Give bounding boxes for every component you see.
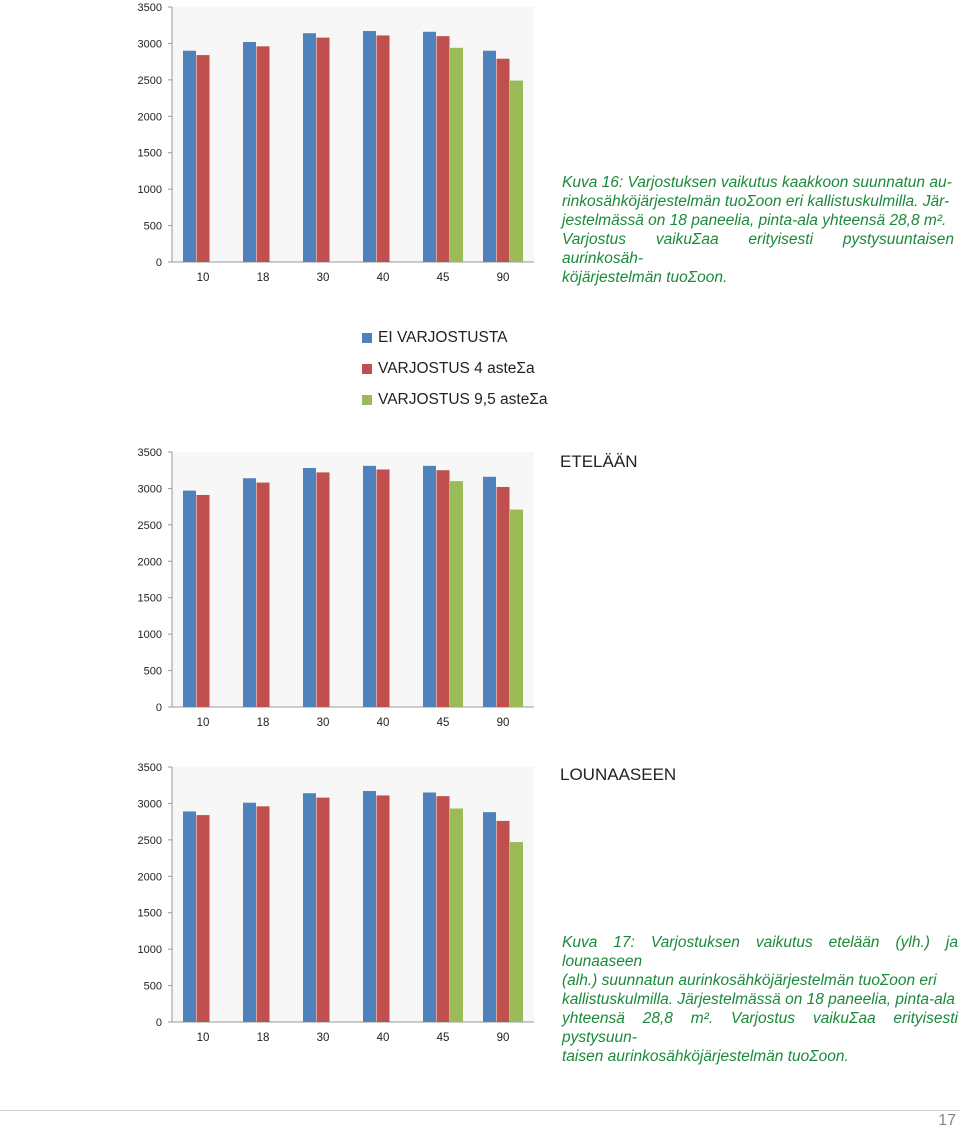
x-tick-label: 10	[196, 1032, 210, 1044]
bar	[497, 487, 510, 707]
bar	[437, 36, 450, 262]
y-tick-label: 0	[155, 1017, 162, 1029]
y-tick-label: 1000	[137, 629, 162, 642]
page-number: 17	[938, 1112, 956, 1129]
y-tick-label: 500	[143, 980, 162, 993]
chart-lounaaseen	[0, 760, 560, 1050]
plot-area	[172, 767, 534, 1022]
x-tick-label: 30	[316, 717, 330, 729]
bar	[483, 51, 496, 262]
bar	[363, 31, 376, 262]
legend-swatch-green	[362, 395, 372, 405]
bar	[243, 478, 256, 707]
bar	[423, 466, 436, 707]
bar	[510, 81, 523, 262]
legend-label: VARJOSTUS 9,5 asteƩa	[378, 390, 548, 408]
y-tick-label: 2500	[137, 519, 162, 532]
bar	[437, 470, 450, 707]
x-tick-label: 10	[196, 717, 210, 729]
y-tick-label: 2500	[137, 74, 162, 87]
bar	[483, 812, 496, 1022]
x-tick-label: 45	[436, 717, 450, 729]
legend-swatch-blue	[362, 333, 372, 343]
y-tick-label: 0	[155, 257, 162, 269]
caption-line: Kuva 17: Varjostuksen vaikutus etelään (ylh.) ja lounaaseen	[562, 934, 958, 970]
x-tick-label: 40	[376, 272, 390, 284]
bar	[183, 811, 196, 1022]
x-tick-label: 40	[376, 717, 390, 729]
legend-item-varjostus-4	[362, 353, 548, 384]
x-tick-label: 18	[256, 717, 270, 729]
chart-etelaan-svg	[0, 445, 560, 735]
bar	[423, 793, 436, 1023]
y-tick-label: 2500	[137, 834, 162, 847]
x-tick-label: 90	[496, 272, 510, 284]
y-tick-label: 2000	[137, 111, 162, 124]
chart-legend	[362, 322, 548, 415]
y-tick-label: 0	[155, 702, 162, 714]
x-tick-label: 18	[256, 1032, 270, 1044]
footer-divider	[0, 1110, 960, 1111]
x-tick-label: 45	[436, 272, 450, 284]
chart-etelaan	[0, 445, 560, 735]
caption-line: rinkosähköjärjestelmän tuoƩoon eri kallistuskulmilla. Jär-	[562, 193, 950, 210]
y-tick-label: 3000	[137, 38, 162, 51]
bar	[197, 55, 210, 262]
bar	[497, 59, 510, 262]
x-tick-label: 30	[316, 1032, 330, 1044]
bar	[377, 35, 390, 262]
y-tick-label: 3500	[137, 2, 162, 14]
y-tick-label: 1500	[137, 592, 162, 605]
bar	[257, 483, 270, 707]
y-tick-label: 3000	[137, 798, 162, 811]
bar	[497, 821, 510, 1022]
caption-line: yhteensä 28,8 m². Varjostus vaikuƩaa erityisesti pystysuun-	[562, 1010, 958, 1046]
caption-line: Kuva 16: Varjostuksen vaikutus kaakkoon suunnatun au-	[562, 174, 952, 191]
x-tick-label: 90	[496, 717, 510, 729]
caption-line: kallistuskulmilla. Järjestelmässä on 18 paneelia, pinta-ala	[562, 991, 955, 1008]
caption-kuva-16	[562, 173, 954, 287]
caption-line: Varjostus vaikuƩaa erityisesti pystysuuntaisen aurinkosäh-	[562, 231, 954, 267]
x-tick-label: 18	[256, 272, 270, 284]
bar	[257, 806, 270, 1022]
chart-lounaaseen-svg	[0, 760, 560, 1050]
caption-kuva-17	[562, 933, 958, 1066]
bar	[243, 42, 256, 262]
y-tick-label: 500	[143, 220, 162, 233]
caption-line: jestelmässä on 18 paneelia, pinta-ala yhteensä 28,8 m².	[562, 212, 947, 229]
y-tick-label: 500	[143, 665, 162, 678]
bar	[377, 469, 390, 707]
legend-label: EI VARJOSTUSTA	[378, 328, 508, 346]
bar	[183, 51, 196, 262]
x-tick-label: 30	[316, 272, 330, 284]
y-tick-label: 2000	[137, 871, 162, 884]
bar	[183, 491, 196, 707]
chart-title-etelaan: ETELÄÄN	[560, 452, 638, 471]
bar	[303, 33, 316, 262]
bar	[377, 795, 390, 1022]
bar	[303, 468, 316, 707]
caption-line: taisen aurinkosähköjärjestelmän tuoƩoon.	[562, 1048, 849, 1065]
y-tick-label: 1000	[137, 944, 162, 957]
y-tick-label: 1500	[137, 147, 162, 160]
plot-area	[172, 7, 534, 262]
bar	[317, 472, 330, 707]
chart-title-lounaaseen: LOUNAASEEN	[560, 765, 677, 784]
y-tick-label: 3000	[137, 483, 162, 496]
caption-line: (alh.) suunnatun aurinkosähköjärjestelmän tuoƩoon eri	[562, 972, 937, 989]
y-tick-label: 3500	[137, 447, 162, 459]
bar	[510, 510, 523, 707]
bar	[317, 38, 330, 262]
y-tick-label: 1000	[137, 184, 162, 197]
bar	[197, 495, 210, 707]
bar	[257, 46, 270, 262]
caption-line: köjärjestelmän tuoƩoon.	[562, 269, 728, 286]
y-tick-label: 1500	[137, 907, 162, 920]
bar	[450, 481, 463, 707]
y-tick-label: 2000	[137, 556, 162, 569]
x-tick-label: 45	[436, 1032, 450, 1044]
legend-item-ei-varjostusta	[362, 322, 548, 353]
x-tick-label: 90	[496, 1032, 510, 1044]
x-tick-label: 40	[376, 1032, 390, 1044]
y-tick-label: 3500	[137, 762, 162, 774]
chart-kaakkoon	[0, 0, 560, 290]
bar	[243, 803, 256, 1022]
legend-label: VARJOSTUS 4 asteƩa	[378, 359, 535, 377]
bar	[303, 793, 316, 1022]
plot-area	[172, 452, 534, 707]
bar	[450, 48, 463, 262]
bar	[423, 32, 436, 262]
bar	[437, 796, 450, 1022]
bar	[317, 798, 330, 1022]
legend-item-varjostus-9-5	[362, 384, 548, 415]
chart-kaakkoon-svg	[0, 0, 560, 290]
x-tick-label: 10	[196, 272, 210, 284]
bar	[363, 466, 376, 707]
bar	[483, 477, 496, 707]
bar	[510, 842, 523, 1022]
bar	[197, 815, 210, 1022]
bar	[363, 791, 376, 1022]
bar	[450, 809, 463, 1022]
legend-swatch-red	[362, 364, 372, 374]
